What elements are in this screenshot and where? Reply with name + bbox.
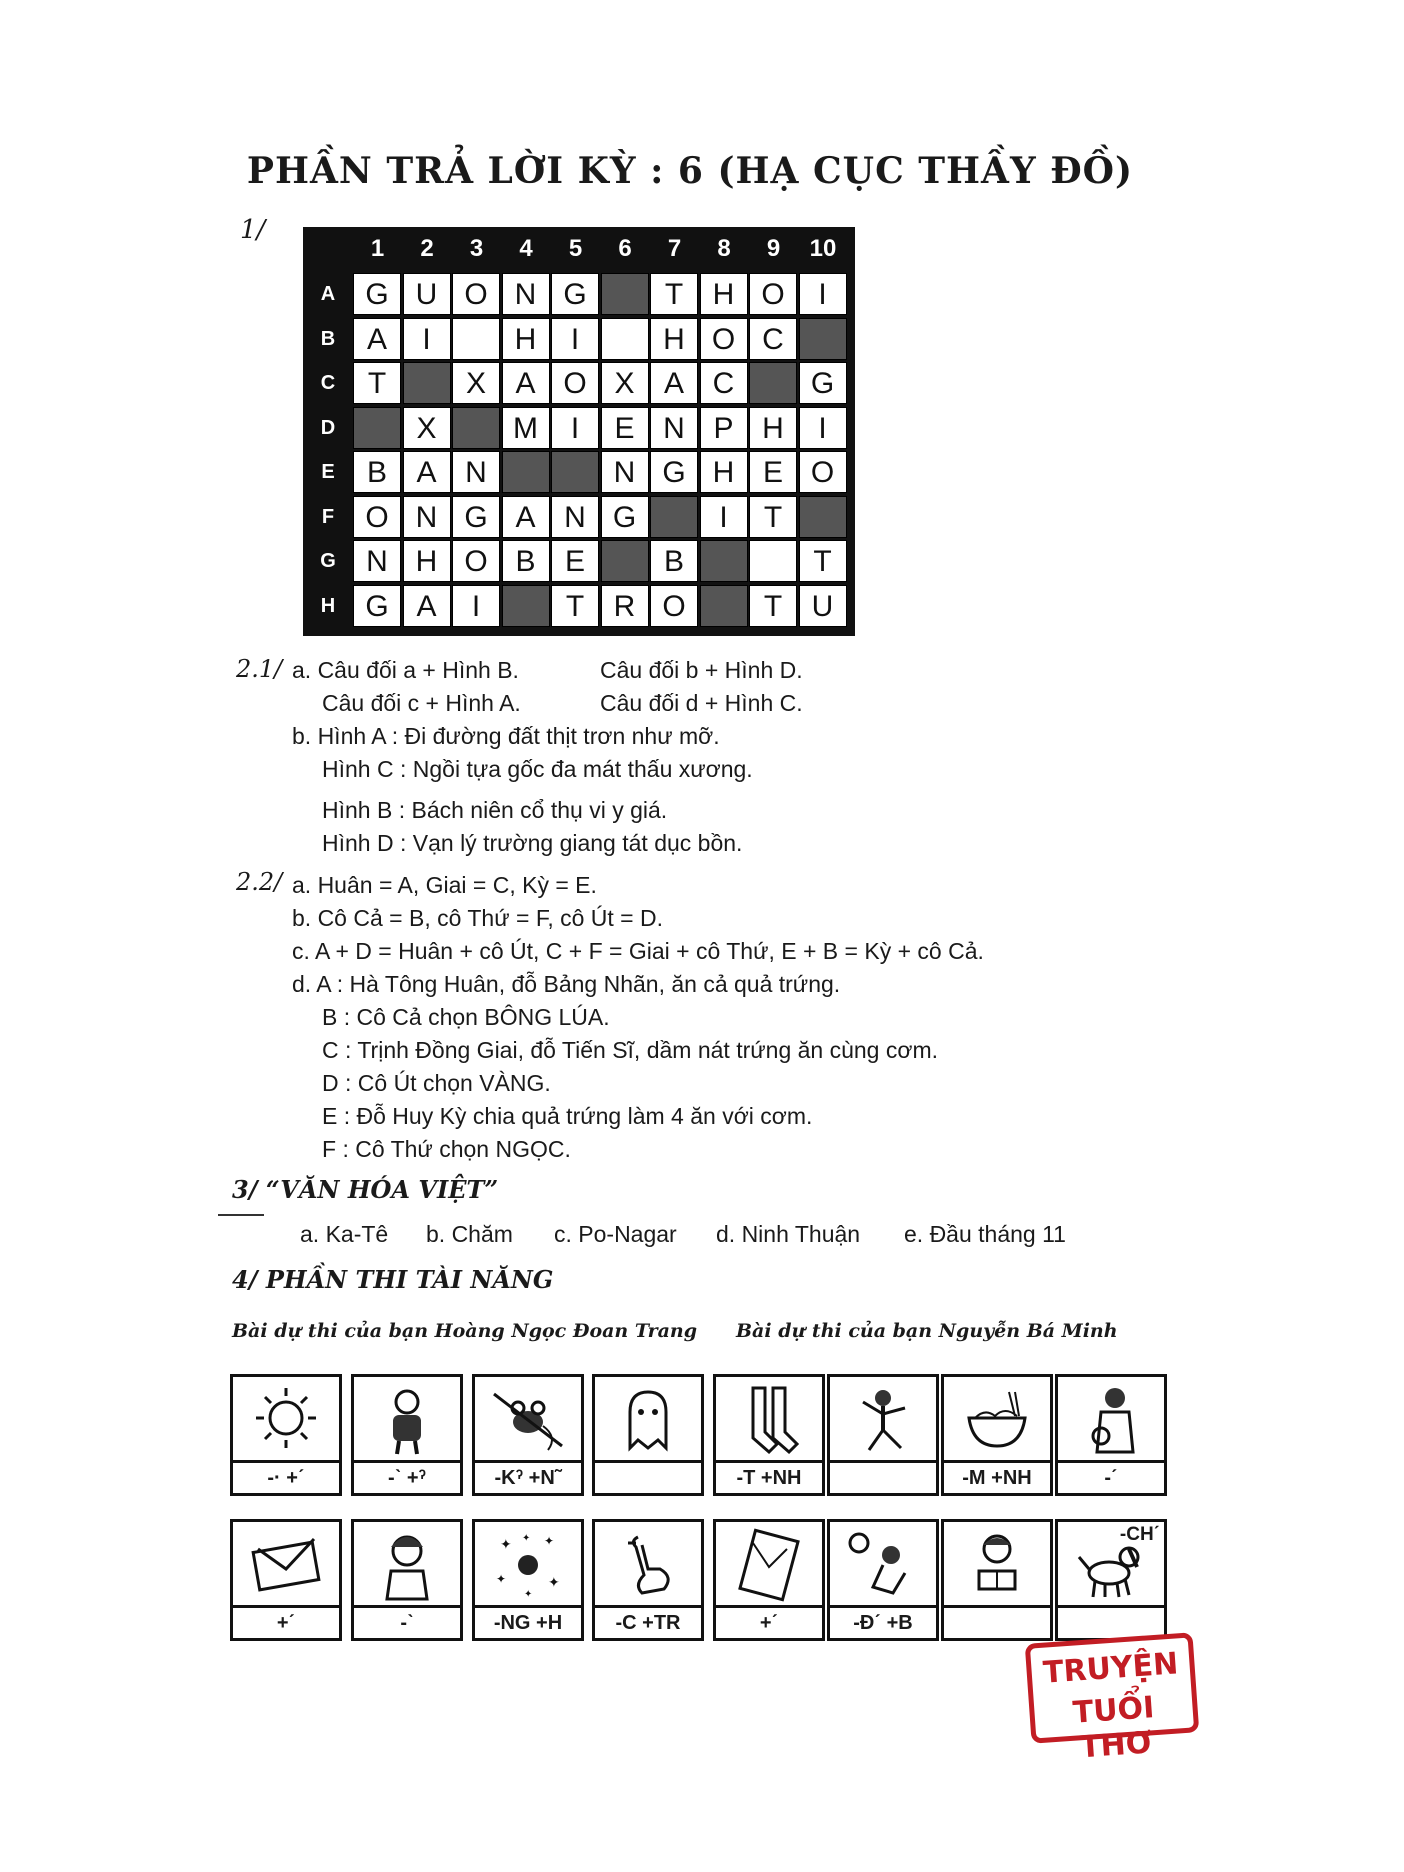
grid-cell-blocked bbox=[700, 540, 748, 582]
answer-line: Câu đối c + Hình A. bbox=[322, 690, 521, 716]
answer-line: B : Cô Cả chọn BÔNG LÚA. bbox=[322, 1004, 610, 1030]
brand-stamp bbox=[1025, 1632, 1200, 1766]
grid-cell: O bbox=[452, 273, 500, 315]
answer-line: c. A + D = Huân + cô Út, C + F = Giai + cô Thứ, E + B = Kỳ + cô Cả. bbox=[292, 938, 984, 964]
grid-cell: E bbox=[749, 451, 797, 493]
grid-cell: A bbox=[502, 362, 550, 404]
grid-cell: I bbox=[799, 273, 847, 315]
answer-line: Câu đối d + Hình C. bbox=[600, 690, 803, 716]
grid-cell: U bbox=[799, 585, 847, 627]
letter-icon bbox=[716, 1522, 822, 1607]
grid-column-number: 6 bbox=[618, 235, 632, 262]
grid-cell: I bbox=[700, 496, 748, 538]
answer-line: a. Câu đối a + Hình B. bbox=[292, 657, 519, 683]
grid-cell: A bbox=[403, 451, 451, 493]
answer-line: F : Cô Thứ chọn NGỌC. bbox=[322, 1136, 571, 1162]
answer-line: a. Huân = A, Giai = C, Kỳ = E. bbox=[292, 872, 597, 898]
grid-cell-blocked bbox=[502, 451, 550, 493]
grid-cell-blocked bbox=[650, 496, 698, 538]
rebus-card bbox=[941, 1374, 1053, 1496]
rebus-hint bbox=[944, 1605, 1050, 1638]
mother-child-icon bbox=[1058, 1377, 1164, 1462]
noodle-bowl-icon bbox=[944, 1377, 1050, 1462]
grid-cell: T bbox=[799, 540, 847, 582]
grid-row-label: E bbox=[321, 461, 335, 483]
grid-cell: O bbox=[700, 318, 748, 360]
grid-cell: N bbox=[403, 496, 451, 538]
grid-cell: A bbox=[353, 318, 401, 360]
culture-answer: b. Chăm bbox=[426, 1221, 513, 1247]
grid-cell: U bbox=[403, 273, 451, 315]
caption-right: Bài dự thi của bạn Nguyễn Bá Minh bbox=[736, 1320, 1118, 1342]
grid-cell: T bbox=[650, 273, 698, 315]
rebus-hint: +ˊ bbox=[233, 1605, 339, 1638]
grid-cell-blocked bbox=[601, 273, 649, 315]
grid-cell: H bbox=[650, 318, 698, 360]
rebus-card bbox=[351, 1519, 463, 1641]
section-1-label: 1/ bbox=[240, 215, 266, 245]
grid-cell: A bbox=[403, 585, 451, 627]
child-icon bbox=[354, 1377, 460, 1462]
grid-cell-blocked bbox=[601, 540, 649, 582]
grid-cell: E bbox=[551, 540, 599, 582]
answer-line: b. Hình A : Đi đường đất thịt trơn như mỡ. bbox=[292, 723, 720, 749]
grid-column-number: 3 bbox=[469, 235, 484, 262]
rebus-hint: -M +NH bbox=[944, 1460, 1050, 1493]
grid-cell: O bbox=[551, 362, 599, 404]
rebus-hint bbox=[595, 1460, 701, 1493]
grid-cell: I bbox=[799, 407, 847, 449]
grid-row-label: A bbox=[320, 283, 336, 305]
answer-line: Hình B : Bách niên cổ thụ vi y giá. bbox=[322, 797, 668, 823]
rebus-card bbox=[230, 1374, 342, 1496]
grid-cell: X bbox=[452, 362, 500, 404]
grid-cell bbox=[601, 318, 649, 360]
grid-cell: I bbox=[452, 585, 500, 627]
rebus-card bbox=[230, 1519, 342, 1641]
answer-line: D : Cô Út chọn VÀNG. bbox=[322, 1070, 551, 1096]
grid-cell: N bbox=[452, 451, 500, 493]
grid-cell: G bbox=[650, 451, 698, 493]
dancing-man-icon bbox=[830, 1377, 936, 1462]
culture-answer: c. Po-Nagar bbox=[554, 1221, 677, 1247]
grid-cell: T bbox=[551, 585, 599, 627]
grid-cell: G bbox=[353, 273, 401, 315]
caption-left: Bài dự thi của bạn Hoàng Ngọc Đoan Trang bbox=[232, 1320, 698, 1342]
grid-cell: X bbox=[601, 362, 649, 404]
rebus-card bbox=[472, 1374, 584, 1496]
grid-cell: I bbox=[551, 318, 599, 360]
grid-cell: T bbox=[749, 585, 797, 627]
section-2-1-label: 2.1/ bbox=[236, 655, 283, 683]
grid-cell: T bbox=[353, 362, 401, 404]
svg-text:✦: ✦ bbox=[544, 1533, 555, 1548]
divider bbox=[218, 1214, 264, 1216]
grid-cell-blocked bbox=[452, 407, 500, 449]
rebus-card bbox=[592, 1519, 704, 1641]
grid-cell-blocked bbox=[799, 318, 847, 360]
grid-cell-blocked bbox=[551, 451, 599, 493]
brand-stamp-line2: TUỔI THƠ bbox=[1071, 1690, 1156, 1766]
grid-cell-blocked bbox=[700, 585, 748, 627]
grid-cell: N bbox=[551, 496, 599, 538]
grid-cell: G bbox=[799, 362, 847, 404]
rebus-card bbox=[1055, 1374, 1167, 1496]
section-2-2-label: 2.2/ bbox=[236, 868, 283, 896]
culture-answer: d. Ninh Thuận bbox=[716, 1221, 861, 1247]
grid-cell-blocked bbox=[353, 407, 401, 449]
answer-line: Câu đối b + Hình D. bbox=[600, 657, 803, 683]
grid-column-number: 2 bbox=[420, 235, 434, 262]
grid-cell-blocked bbox=[403, 362, 451, 404]
answer-line: b. Cô Cả = B, cô Thứ = F, cô Út = D. bbox=[292, 905, 663, 931]
grid-column-number: 10 bbox=[809, 235, 837, 262]
grid-column-number: 9 bbox=[766, 235, 781, 262]
stars-icon bbox=[475, 1522, 581, 1607]
ball-player-icon bbox=[830, 1522, 936, 1607]
rebus-hint bbox=[830, 1460, 936, 1493]
grid-cell bbox=[452, 318, 500, 360]
grid-cell: N bbox=[650, 407, 698, 449]
reading-boy-icon bbox=[944, 1522, 1050, 1607]
grid-row-label: H bbox=[320, 594, 336, 617]
rebus-card bbox=[713, 1374, 825, 1496]
grid-cell: H bbox=[403, 540, 451, 582]
grid-cell: G bbox=[551, 273, 599, 315]
rebus-hint: -C +TR bbox=[595, 1605, 701, 1638]
answer-line: Hình D : Vạn lý trường giang tát dục bồn. bbox=[322, 830, 743, 856]
grid-cell: X bbox=[403, 407, 451, 449]
grid-column-number: 7 bbox=[667, 235, 682, 262]
rebus-card bbox=[351, 1374, 463, 1496]
grid-cell: C bbox=[749, 318, 797, 360]
grid-column-number: 1 bbox=[370, 235, 385, 262]
socks-icon bbox=[716, 1377, 822, 1462]
grid-cell: R bbox=[601, 585, 649, 627]
brand-stamp-line1: TRUYỆN bbox=[1041, 1646, 1180, 1691]
rebus-hint: -NG +H bbox=[475, 1605, 581, 1638]
rebus-hint: -ˋ +ˀ bbox=[354, 1460, 460, 1493]
svg-text:✦: ✦ bbox=[522, 1532, 531, 1544]
envelope-icon bbox=[233, 1522, 339, 1607]
grid-cell: A bbox=[502, 496, 550, 538]
grid-cell: I bbox=[551, 407, 599, 449]
crane-bird-icon bbox=[595, 1522, 701, 1607]
grid-cell: G bbox=[601, 496, 649, 538]
grid-cell: A bbox=[650, 362, 698, 404]
grid-row-label: F bbox=[321, 505, 335, 528]
sun-icon bbox=[233, 1377, 339, 1462]
ghost-icon bbox=[595, 1377, 701, 1462]
culture-answer: a. Ka-Tê bbox=[300, 1221, 389, 1247]
rebus-hint: -T +NH bbox=[716, 1460, 822, 1493]
grid-cell-blocked bbox=[749, 362, 797, 404]
rebus-card bbox=[713, 1519, 825, 1641]
grid-cell-blocked bbox=[799, 496, 847, 538]
grid-cell: N bbox=[502, 273, 550, 315]
grid-cell: H bbox=[502, 318, 550, 360]
rebus-hint: +ˊ bbox=[716, 1605, 822, 1638]
section-4-label: 4/ PHẦN THI TÀI NĂNG bbox=[232, 1265, 554, 1294]
svg-text:✦: ✦ bbox=[500, 1535, 512, 1552]
rebus-card bbox=[827, 1374, 939, 1496]
rebus-card bbox=[941, 1519, 1053, 1641]
grid-cell-blocked bbox=[502, 585, 550, 627]
grid-cell bbox=[749, 540, 797, 582]
grid-cell: N bbox=[353, 540, 401, 582]
mouse-icon bbox=[475, 1377, 581, 1462]
grid-cell: M bbox=[502, 407, 550, 449]
answer-line: C : Trịnh Đồng Giai, đỗ Tiến Sĩ, dầm nát trứng ăn cùng cơm. bbox=[322, 1037, 938, 1063]
old-woman-icon bbox=[354, 1522, 460, 1607]
grid-cell: O bbox=[353, 496, 401, 538]
grid-cell: G bbox=[353, 585, 401, 627]
rebus-card bbox=[472, 1519, 584, 1641]
grid-row-label: G bbox=[320, 550, 336, 572]
culture-answer: e. Đầu tháng 11 bbox=[904, 1221, 1066, 1247]
svg-text:✦: ✦ bbox=[524, 1588, 533, 1600]
answer-line: E : Đỗ Huy Kỳ chia quả trứng làm 4 ăn với cơm. bbox=[322, 1103, 813, 1129]
rebus-card bbox=[827, 1519, 939, 1641]
grid-row-label: C bbox=[320, 372, 336, 394]
grid-cell: O bbox=[799, 451, 847, 493]
grid-cell: O bbox=[749, 273, 797, 315]
answer-line: d. A : Hà Tông Huân, đỗ Bảng Nhãn, ăn cả quả trứng. bbox=[292, 971, 841, 997]
rebus-hint: -ˊ bbox=[1058, 1460, 1164, 1493]
grid-cell: O bbox=[650, 585, 698, 627]
rebus-hint: -Đˊ +B bbox=[830, 1605, 936, 1638]
grid-column-number: 4 bbox=[519, 235, 533, 262]
rebus-card bbox=[592, 1374, 704, 1496]
grid-cell: I bbox=[403, 318, 451, 360]
grid-row-label: B bbox=[320, 327, 336, 350]
page-title: PHẦN TRẢ LỜI KỲ : 6 (HẠ CỤC THẦY ĐỒ) bbox=[246, 150, 1134, 192]
grid-row-label: D bbox=[320, 416, 336, 439]
grid-cell: H bbox=[749, 407, 797, 449]
rebus-hint-extra: -CHˊ bbox=[1119, 1524, 1160, 1545]
svg-text:✦: ✦ bbox=[548, 1573, 560, 1590]
grid-cell: P bbox=[700, 407, 748, 449]
grid-cell: H bbox=[700, 273, 748, 315]
rebus-hint bbox=[1058, 1605, 1164, 1638]
grid-column-number: 5 bbox=[568, 235, 583, 262]
grid-cell: C bbox=[700, 362, 748, 404]
rebus-card bbox=[1055, 1519, 1167, 1641]
svg-text:✦: ✦ bbox=[496, 1571, 507, 1586]
grid-cell: E bbox=[601, 407, 649, 449]
grid-cell: B bbox=[502, 540, 550, 582]
section-3-label: 3/ “VĂN HÓA VIỆT” bbox=[232, 1175, 499, 1204]
grid-cell: B bbox=[650, 540, 698, 582]
rebus-hint: -Kˀ +N˜ bbox=[475, 1460, 581, 1493]
grid-cell: H bbox=[700, 451, 748, 493]
grid-cell: N bbox=[601, 451, 649, 493]
crossword-grid bbox=[303, 227, 855, 636]
grid-cell: T bbox=[749, 496, 797, 538]
grid-column-number: 8 bbox=[717, 235, 731, 262]
answer-line: Hình C : Ngồi tựa gốc đa mát thấu xương. bbox=[322, 756, 753, 782]
rebus-hint: -· +ˊ bbox=[233, 1460, 339, 1493]
grid-cell: B bbox=[353, 451, 401, 493]
grid-cell: G bbox=[452, 496, 500, 538]
rebus-hint: -ˋ bbox=[354, 1605, 460, 1638]
grid-cell: O bbox=[452, 540, 500, 582]
